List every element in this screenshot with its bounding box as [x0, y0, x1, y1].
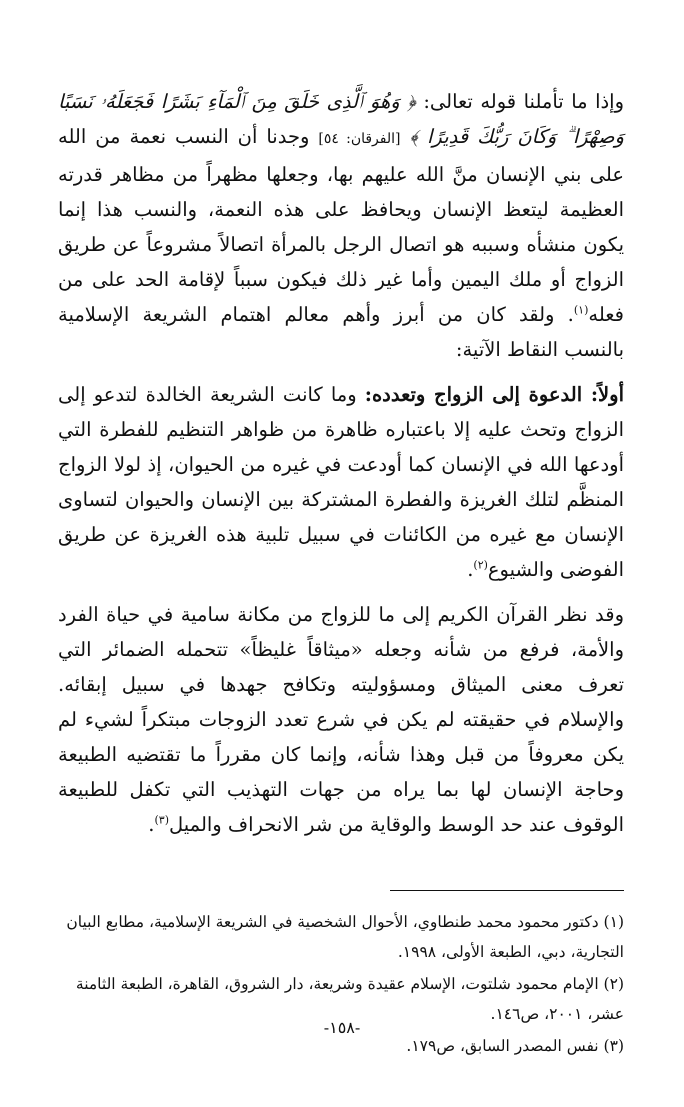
footnote-3: (٣) نفس المصدر السابق، ص١٧٩.	[406, 1037, 624, 1055]
footnote-2: (٢) الإمام محمود شلتوت، الإسلام عقيدة وشريعة، دار الشروق، القاهرة، الطبعة الثامنة عشر، ٢٠٠١، ص١٤٦.	[75, 975, 624, 1023]
footnote-separator	[390, 890, 624, 891]
paragraph-3-text: وقد نظر القرآن الكريم إلى ما للزواج من مكانة سامية في حياة الفرد والأمة، فرفع من شأنه وجعله «ميثاقاً غليظاً» تتحمله الضمائر التي تعرف معنى الميثاق ومسؤوليته وتكافح جهدها في سبيل إبقائه. والإسلام في حقيقته لم يكن في شرع تعدد الزوجات مبتكراً لشيء لم يكن معروفاً من قبل وهذا شأنه، وإنما كان مقرراً ما تقتضيه الطبيعة وحاجة الإنسان لها بما يراه من جهات التهذيب التي تكفل للطبيعة الوقوف عند حد الوسط والوقاية من شر الانحراف والميل	[58, 603, 624, 836]
paragraph-3	[58, 597, 624, 842]
paragraph-1-text: وجدنا أن النسب نعمة من الله على بني الإنسان منَّ الله عليهم بها، وجعلها مظهراً من مظاهر قدرته العظيمة ليتعظ الإنسان ويحافظ على هذه النعمة، والنسب هذا إنما يكون منشأه وسببه هو اتصال الرجل بالمرأة اتصالاً مشروعاً عن طريق الزواج أو ملك اليمين وأما غير ذلك فيكون سبباً لإقامة الحد على من فعله	[58, 125, 624, 326]
page-number: -١٥٨-	[323, 1018, 361, 1037]
paragraph-2-end: .	[467, 558, 474, 581]
footnote-1: (١) دكتور محمود محمد طنطاوي، الأحوال الشخصية في الشريعة الإسلامية، مطابع البيان التجارية، دبي، الطبعة الأولى، ١٩٩٨.	[66, 913, 624, 961]
footnote-ref-1: (١)	[573, 303, 589, 317]
paragraph-1-text-end: . ولقد كان من أبرز وأهم معالم اهتمام الشريعة الإسلامية بالنسب النقاط الآتية:	[58, 303, 624, 361]
quran-verse: ﴿ وَهُوَ ٱلَّذِى خَلَقَ مِنَ ٱلْمَآءِ بَشَرًا فَجَعَلَهُۥ نَسَبًا وَصِهْرًا ۗ وَكَانَ رَبُّكَ قَدِيرًا ﴾	[58, 90, 625, 148]
verse-reference: [الفرقان: ٥٤]	[318, 131, 401, 147]
paragraph-1	[58, 84, 624, 367]
paragraph-3-end: .	[148, 813, 155, 836]
footnotes	[58, 907, 624, 1061]
section-heading: أولاً: الدعوة إلى الزواج وتعدده:	[364, 383, 624, 406]
paragraph-1-intro: وإذا ما تأملنا قوله تعالى:	[423, 90, 625, 113]
paragraph-2	[58, 377, 624, 587]
body-text	[58, 84, 624, 842]
footnote-ref-2: (٢)	[473, 558, 488, 572]
paragraph-2-text: وما كانت الشريعة الخالدة لتدعو إلى الزواج وتحث عليه إلا باعتباره ظاهرة من ظواهر التنظيم للفطرة التي أودعها الله في الإنسان كما أودعت في غيره من الحيوان، إذ لولا الزواج المنظَّم لتلك الغريزة والفطرة المشتركة بين الإنسان والحيوان لتساوى الإنسان مع غيره من الكائنات في سبيل تلبية هذه الغريزة عن طريق الفوضى والشيوع	[58, 383, 624, 581]
footnote-ref-3: (٣)	[154, 813, 170, 827]
